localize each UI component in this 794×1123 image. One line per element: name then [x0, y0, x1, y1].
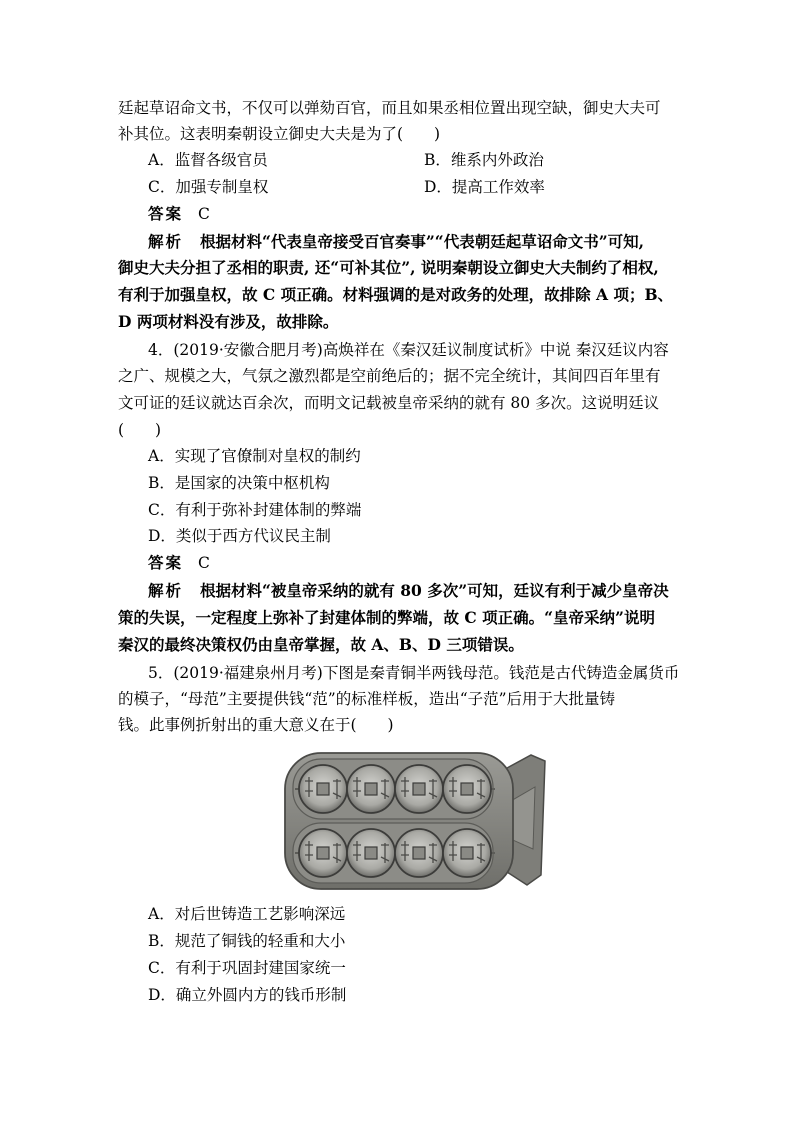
- q3-analysis-text-1: 根据材料“代表皇帝接受百官奏事”“代表朝廷起草诏命文书”可知,: [199, 232, 645, 251]
- q4-answer: [148, 550, 210, 576]
- q5-option-b: B．规范了铜钱的轻重和大小: [148, 932, 346, 950]
- q4-analysis-line-2: 策的失误，一定程度上弥补了封建体制的弊端，故 C 项正确。“皇帝采纳”说明: [118, 608, 655, 627]
- q4-analysis-line-1: [148, 578, 669, 604]
- q4-answer-value: C: [197, 554, 210, 572]
- q4-answer-label: 答案: [148, 553, 184, 572]
- q3-analysis-line-3: 有利于加强皇权，故 C 项正确。材料强调的是对政务的处理，故排除 A 项；B、: [118, 285, 674, 304]
- bronze-coin-mold-picture: [283, 747, 551, 895]
- q3-stem-line-1: 廷起草诏命文书，不仅可以弹劾百官，而且如果丞相位置出现空缺，御史大夫可: [118, 99, 661, 117]
- q3-option-a: A．监督各级官员: [148, 151, 268, 169]
- q3-answer-label: 答案: [148, 204, 184, 223]
- q4-stem-line-2: 之广、规模之大，气氛之激烈都是空前绝后的；据不完全统计，其间四百年里有: [118, 367, 661, 385]
- q4-analysis-label: 解析: [148, 581, 184, 600]
- q4-stem-line-4: ( ): [118, 421, 162, 439]
- q4-analysis-line-3: 秦汉的最终决策权仍由皇帝掌握，故 A、B、D 三项错误。: [118, 635, 524, 654]
- q5-stem-line-2: 的模子，“母范”主要提供钱“范”的标准样板，造出“子范”后用于大批量铸: [118, 690, 616, 708]
- q3-analysis-line-1: [148, 229, 644, 255]
- q4-option-d: D．类似于西方代议民主制: [148, 527, 331, 545]
- q3-analysis-line-2: 御史大夫分担了丞相的职责, 还“可补其位”, 说明秦朝设立御史大夫制约了相权,: [118, 258, 659, 277]
- q4-option-a: A．实现了官僚制对皇权的制约: [148, 447, 361, 465]
- q3-options-row-2: [0, 174, 794, 200]
- q4-option-c: C．有利于弥补封建体制的弊端: [148, 501, 362, 519]
- q5-stem-line-3: 钱。此事例折射出的重大意义在于( ): [118, 716, 394, 734]
- q3-analysis-label: 解析: [148, 232, 184, 251]
- q3-answer-value: C: [197, 205, 210, 223]
- q4-stem-line-3: 文可证的廷议就达百余次，而明文记载被皇帝采纳的就有 80 多次。这说明廷议: [118, 394, 660, 412]
- q5-option-d: D．确立外圆内方的钱币形制: [148, 986, 347, 1004]
- q3-answer: [148, 201, 210, 227]
- q3-options-row-1: [0, 147, 794, 173]
- q3-stem-line-2: 补其位。这表明秦朝设立御史大夫是为了( ): [118, 125, 441, 143]
- q3-option-b: B．维系内外政治: [424, 151, 544, 169]
- q3-option-c: C．加强专制皇权: [148, 178, 269, 196]
- q4-analysis-text-1: 根据材料“被皇帝采纳的就有 80 多次”可知，廷议有利于减少皇帝决: [199, 581, 669, 600]
- q4-option-b: B．是国家的决策中枢机构: [148, 474, 330, 492]
- q4-stem-line-1: 4．(2019·安徽合肥月考)高焕祥在《秦汉廷议制度试析》中说 秦汉廷议内容: [148, 341, 669, 359]
- q5-option-c: C．有利于巩固封建国家统一: [148, 959, 346, 977]
- q3-option-d: D．提高工作效率: [424, 178, 545, 196]
- q5-stem-line-1: 5．(2019·福建泉州月考)下图是秦青铜半两钱母范。钱范是古代铸造金属货币: [148, 664, 680, 682]
- coin-mold-illustration: [283, 747, 551, 895]
- q5-option-a: A．对后世铸造工艺影响深远: [148, 905, 346, 923]
- q3-analysis-line-4: D 两项材料没有涉及，故排除。: [118, 312, 339, 331]
